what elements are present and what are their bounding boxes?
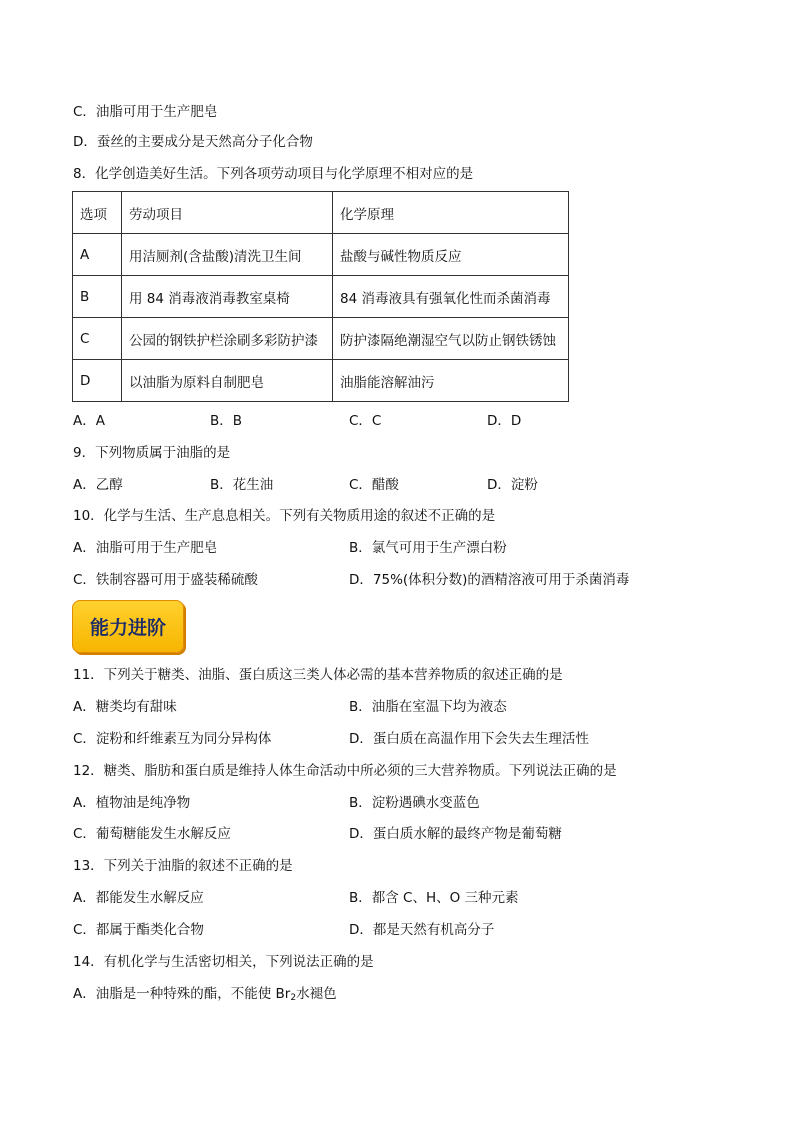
q8-option-b: B．B (210, 413, 243, 429)
q9-option-d: D．淀粉 (487, 477, 538, 493)
q12-option-a: A．植物油是纯净物 (73, 795, 191, 811)
q8-option-a: A．A (73, 413, 105, 429)
q8-option-d: D．D (487, 413, 522, 429)
q7-option-d: D．蚕丝的主要成分是天然高分子化合物 (73, 134, 313, 150)
q11-option-d: D．蛋白质在高温作用下会失去生理活性 (349, 731, 589, 747)
q10-option-a: A．油脂可用于生产肥皂 (73, 540, 218, 556)
q12-option-d: D．蛋白质水解的最终产物是葡萄糖 (349, 826, 562, 842)
q14-stem: 14．有机化学与生活密切相关，下列说法正确的是 (73, 954, 374, 970)
q11-option-c: C．淀粉和纤维素互为同分异构体 (73, 731, 272, 747)
table-cell: 用 84 消毒液消毒教室桌椅 (122, 276, 333, 318)
q9-option-c: C．醋酸 (349, 477, 399, 493)
q9-stem: 9．下列物质属于油脂的是 (73, 445, 231, 461)
q13-stem: 13．下列关于油脂的叙述不正确的是 (73, 858, 293, 874)
table-cell: A (73, 234, 122, 276)
q11-stem: 11．下列关于糖类、油脂、蛋白质这三类人体必需的基本营养物质的叙述正确的是 (73, 667, 563, 683)
table-header-cell: 劳动项目 (122, 192, 333, 234)
q10-stem: 10．化学与生活、生产息息相关。下列有关物质用途的叙述不正确的是 (73, 508, 496, 524)
q11-option-a: A．糖类均有甜味 (73, 699, 177, 715)
q9-option-b: B．花生油 (210, 477, 274, 493)
table-row (73, 234, 569, 276)
table-row (73, 318, 569, 360)
q13-option-b: B．都含 C、H、O 三种元素 (349, 890, 519, 906)
table-header-row (73, 192, 569, 234)
q7-option-c: C．油脂可用于生产肥皂 (73, 104, 218, 120)
table-cell: 盐酸与碱性物质反应 (333, 234, 569, 276)
q10-option-b: B．氯气可用于生产漂白粉 (349, 540, 507, 556)
q12-stem: 12．糖类、脂肪和蛋白质是维持人体生命活动中所必须的三大营养物质。下列说法正确的是 (73, 763, 617, 779)
q14-option-a (73, 985, 337, 1007)
q12-option-c: C．葡萄糖能发生水解反应 (73, 826, 231, 842)
table-cell: 84 消毒液具有强氧化性而杀菌消毒 (333, 276, 569, 318)
subscript-2: 2 (290, 993, 297, 1003)
table-header-cell: 选项 (73, 192, 122, 234)
q10-option-d: D．75%(体积分数)的酒精溶液可用于杀菌消毒 (349, 572, 630, 588)
q13-option-a: A．都能发生水解反应 (73, 890, 204, 906)
table-cell: 以油脂为原料自制肥皂 (122, 360, 333, 402)
table-row (73, 276, 569, 318)
q10-option-c: C．铁制容器可用于盛装稀硫酸 (73, 572, 258, 588)
q13-option-d: D．都是天然有机高分子 (349, 922, 495, 938)
q8-table (72, 191, 569, 402)
table-cell: C (73, 318, 122, 360)
table-cell: 防护漆隔绝潮湿空气以防止钢铁锈蚀 (333, 318, 569, 360)
q12-option-b: B．淀粉遇碘水变蓝色 (349, 795, 480, 811)
q11-option-b: B．油脂在室温下均为液态 (349, 699, 507, 715)
table-header-cell: 化学原理 (333, 192, 569, 234)
q13-option-c: C．都属于酯类化合物 (73, 922, 204, 938)
table-cell: B (73, 276, 122, 318)
table-cell: 油脂能溶解油污 (333, 360, 569, 402)
table-cell: 公园的钢铁护栏涂刷多彩防护漆 (122, 318, 333, 360)
q8-stem: 8．化学创造美好生活。下列各项劳动项目与化学原理不相对应的是 (73, 166, 474, 182)
table-cell: D (73, 360, 122, 402)
q9-option-a: A．乙醇 (73, 477, 123, 493)
table-row (73, 360, 569, 402)
q14-option-a-text: A．油脂是一种特殊的酯，不能使 Br (73, 986, 291, 1002)
section-badge: 能力进阶 (72, 600, 184, 653)
q14-option-a-text-end: 水褪色 (296, 986, 337, 1002)
q8-option-c: C．C (349, 413, 382, 429)
table-cell: 用洁厕剂(含盐酸)清洗卫生间 (122, 234, 333, 276)
